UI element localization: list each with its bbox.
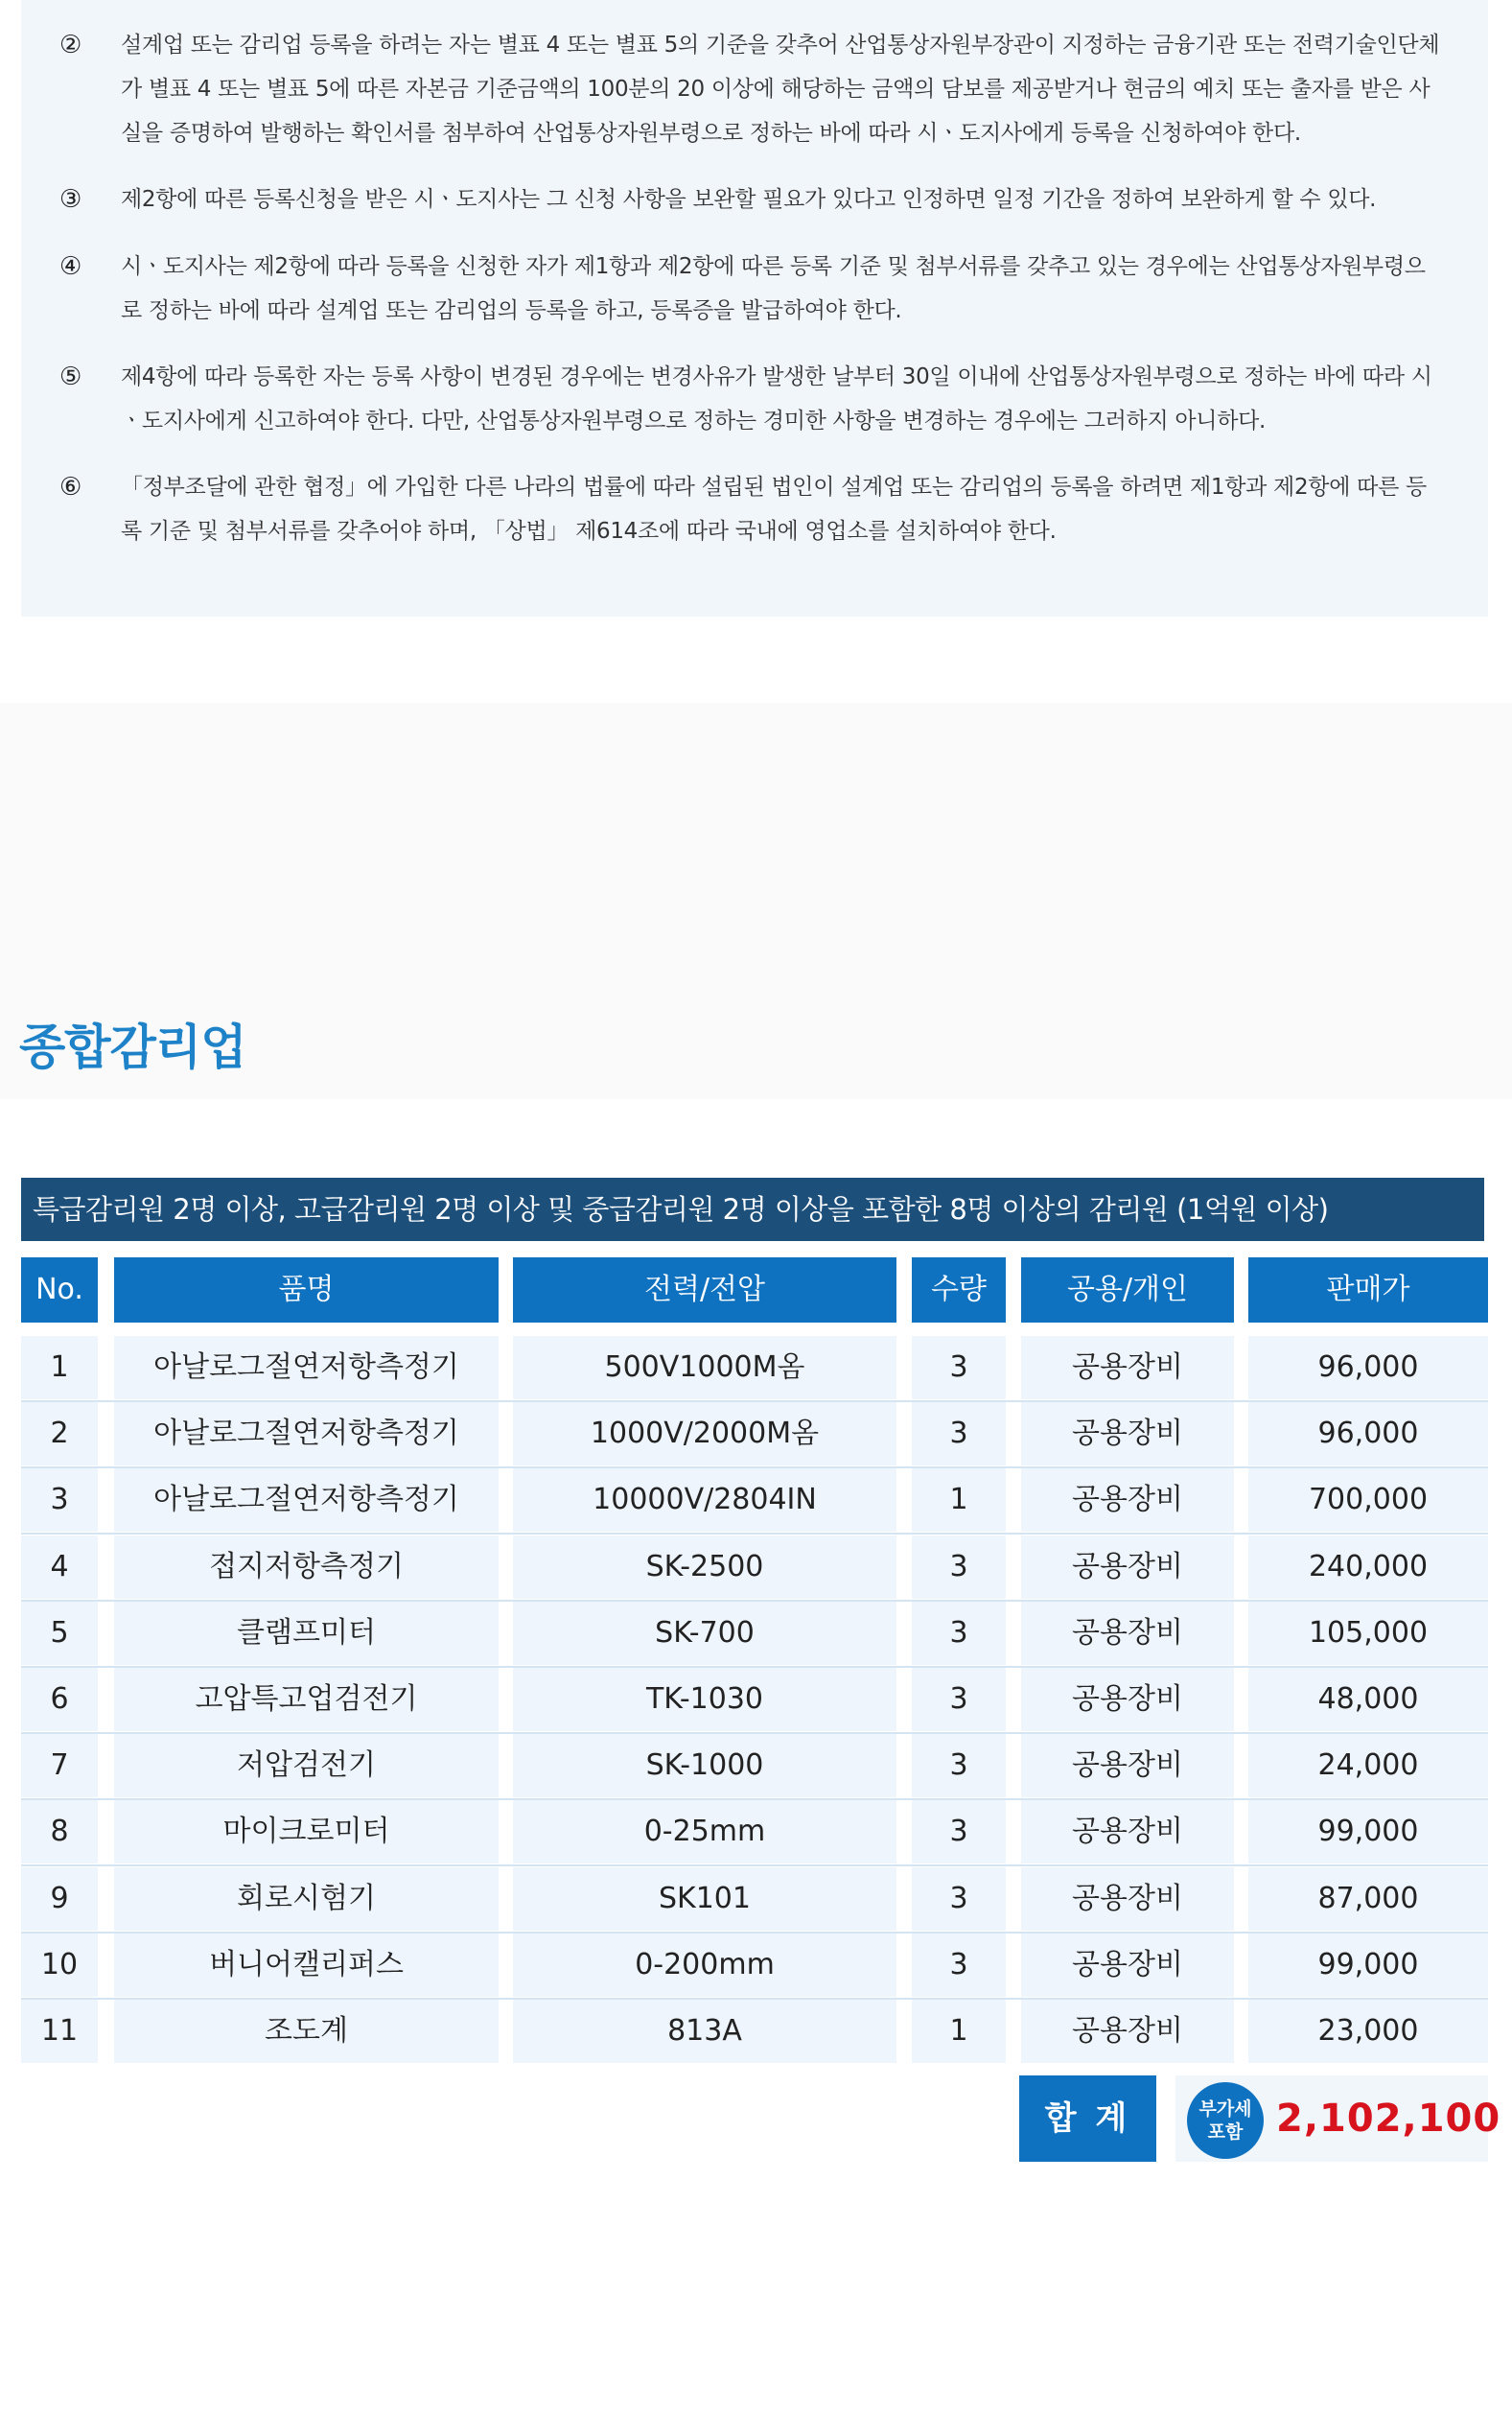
cell-price: 96,000 — [1248, 1402, 1488, 1465]
cell-price: 23,000 — [1248, 2000, 1488, 2063]
law-paragraph-6 — [59, 465, 1444, 553]
cell-item-name: 아날로그절연저항측정기 — [114, 1468, 499, 1532]
cell-shared-personal: 공용장비 — [1021, 1468, 1234, 1532]
paragraph-number: ③ — [59, 185, 82, 214]
cell-price: 96,000 — [1248, 1336, 1488, 1399]
cell-quantity: 3 — [912, 1668, 1006, 1731]
law-paragraph-2 — [59, 23, 1444, 155]
cell-item-name: 조도계 — [114, 2000, 499, 2063]
cell-power-voltage: 813A — [513, 2000, 896, 2063]
cell-price: 99,000 — [1248, 1800, 1488, 1863]
cell-item-name: 접지저항측정기 — [114, 1535, 499, 1599]
cell-power-voltage: 1000V/2000M옴 — [513, 1402, 896, 1465]
row-divider — [21, 1864, 1488, 1866]
paragraph-number: ⑥ — [59, 473, 82, 502]
cell-price: 99,000 — [1248, 1934, 1488, 1997]
paragraph-number: ⑤ — [59, 363, 82, 391]
paragraph-text: 시ㆍ도지사는 제2항에 따라 등록을 신청한 자가 제1항과 제2항에 따른 등록 기준 및 첨부서류를 갖추고 있는 경우에는 산업통상자원부령으로 정하는 바에 따라 설계업 또는 감리업의 등록을 하고, 등록증을 발급하여야 한다. — [121, 254, 1426, 323]
cell-price: 24,000 — [1248, 1734, 1488, 1797]
cell-power-voltage: 0-25mm — [513, 1800, 896, 1863]
cell-item-name: 버니어캘리퍼스 — [114, 1934, 499, 1997]
cell-shared-personal: 공용장비 — [1021, 2000, 1234, 2063]
cell-no: 1 — [21, 1336, 98, 1399]
cell-shared-personal: 공용장비 — [1021, 1668, 1234, 1731]
cell-quantity: 3 — [912, 1336, 1006, 1399]
cell-shared-personal: 공용장비 — [1021, 1602, 1234, 1665]
cell-no: 4 — [21, 1535, 98, 1599]
cell-item-name: 저압검전기 — [114, 1734, 499, 1797]
cell-no: 6 — [21, 1668, 98, 1731]
paragraph-text: 「정부조달에 관한 협정」에 가입한 다른 나라의 법률에 따라 설립된 법인이 설계업 또는 감리업의 등록을 하려면 제1항과 제2항에 따른 등록 기준 및 첨부서류를 갖추어야 하며, 「상법」 제614조에 따라 국내에 영업소를 설치하여야 한다. — [121, 475, 1427, 544]
cell-price: 87,000 — [1248, 1867, 1488, 1931]
cell-quantity: 1 — [912, 2000, 1006, 2063]
cell-quantity: 3 — [912, 1734, 1006, 1797]
cell-quantity: 1 — [912, 1468, 1006, 1532]
cell-quantity: 3 — [912, 1535, 1006, 1599]
cell-quantity: 3 — [912, 1602, 1006, 1665]
cell-power-voltage: SK101 — [513, 1867, 896, 1931]
cell-item-name: 회로시험기 — [114, 1867, 499, 1931]
paragraph-text: 제2항에 따른 등록신청을 받은 시ㆍ도지사는 그 신청 사항을 보완할 필요가 있다고 인정하면 일정 기간을 정하여 보완하게 할 수 있다. — [121, 187, 1377, 212]
vat-included-badge — [1187, 2082, 1264, 2159]
table-banner: 특급감리원 2명 이상, 고급감리원 2명 이상 및 중급감리원 2명 이상을 포함한 8명 이상의 감리원 (1억원 이상) — [21, 1178, 1484, 1241]
cell-shared-personal: 공용장비 — [1021, 1867, 1234, 1931]
total-label: 합 계 — [1019, 2075, 1156, 2162]
header-no: No. — [21, 1257, 98, 1323]
cell-no: 11 — [21, 2000, 98, 2063]
cell-power-voltage: 500V1000M옴 — [513, 1336, 896, 1399]
law-text-box — [21, 0, 1488, 617]
total-amount: 2,102,100 — [1276, 2097, 1501, 2141]
cell-shared-personal: 공용장비 — [1021, 1934, 1234, 1997]
cell-price: 700,000 — [1248, 1468, 1488, 1532]
cell-item-name: 클램프미터 — [114, 1602, 499, 1665]
cell-shared-personal: 공용장비 — [1021, 1402, 1234, 1465]
cell-item-name: 고압특고업검전기 — [114, 1668, 499, 1731]
total-box — [1175, 2075, 1501, 2162]
cell-no: 7 — [21, 1734, 98, 1797]
cell-item-name: 아날로그절연저항측정기 — [114, 1402, 499, 1465]
cell-price: 105,000 — [1248, 1602, 1488, 1665]
header-item-name: 품명 — [114, 1257, 499, 1323]
cell-shared-personal: 공용장비 — [1021, 1800, 1234, 1863]
header-power-voltage: 전력/전압 — [513, 1257, 896, 1323]
cell-shared-personal: 공용장비 — [1021, 1336, 1234, 1399]
cell-power-voltage: SK-1000 — [513, 1734, 896, 1797]
vat-line2: 포함 — [1207, 2121, 1244, 2143]
paragraph-number: ② — [59, 31, 82, 59]
cell-item-name: 아날로그절연저항측정기 — [114, 1336, 499, 1399]
law-paragraph-5 — [59, 355, 1444, 443]
cell-quantity: 3 — [912, 1934, 1006, 1997]
cell-price: 240,000 — [1248, 1535, 1488, 1599]
law-paragraph-4 — [59, 245, 1444, 333]
cell-no: 2 — [21, 1402, 98, 1465]
vat-line1: 부가세 — [1198, 2098, 1252, 2120]
paragraph-text: 설계업 또는 감리업 등록을 하려는 자는 별표 4 또는 별표 5의 기준을 갖추어 산업통상자원부장관이 지정하는 금융기관 또는 전력기술인단체가 별표 4 또는 별표 5에 따른 자본금 기준금액의 100분의 20 이상에 해당하는 금액의 담보를 제공받거나 현금의 예치 또는 출자를 받은 사실을 증명하여 발행하는 확인서를 첨부하여 산업통상자원부령으로 정하는 바에 따라 시ㆍ도지사에게 등록을 신청하여야 한다. — [121, 33, 1440, 146]
cell-shared-personal: 공용장비 — [1021, 1734, 1234, 1797]
paragraph-text: 제4항에 따라 등록한 자는 등록 사항이 변경된 경우에는 변경사유가 발생한 날부터 30일 이내에 산업통상자원부령으로 정하는 바에 따라 시ㆍ도지사에게 신고하여야 한다. 다만, 산업통상자원부령으로 정하는 경미한 사항을 변경하는 경우에는 그러하지 아니하다. — [121, 364, 1432, 434]
cell-quantity: 3 — [912, 1867, 1006, 1931]
cell-item-name: 마이크로미터 — [114, 1800, 499, 1863]
row-divider — [21, 1533, 1488, 1535]
section-title: 종합감리업 — [19, 1020, 246, 1075]
cell-quantity: 3 — [912, 1800, 1006, 1863]
header-quantity: 수량 — [912, 1257, 1006, 1323]
cell-no: 5 — [21, 1602, 98, 1665]
cell-shared-personal: 공용장비 — [1021, 1535, 1234, 1599]
header-price: 판매가 — [1248, 1257, 1488, 1323]
cell-quantity: 3 — [912, 1402, 1006, 1465]
cell-power-voltage: SK-700 — [513, 1602, 896, 1665]
paragraph-number: ④ — [59, 252, 82, 281]
cell-no: 8 — [21, 1800, 98, 1863]
cell-no: 3 — [21, 1468, 98, 1532]
cell-power-voltage: SK-2500 — [513, 1535, 896, 1599]
cell-no: 10 — [21, 1934, 98, 1997]
cell-power-voltage: TK-1030 — [513, 1668, 896, 1731]
cell-power-voltage: 10000V/2804IN — [513, 1468, 896, 1532]
law-paragraph-3 — [59, 177, 1444, 222]
cell-power-voltage: 0-200mm — [513, 1934, 896, 1997]
cell-no: 9 — [21, 1867, 98, 1931]
header-shared-personal: 공용/개인 — [1021, 1257, 1234, 1323]
cell-price: 48,000 — [1248, 1668, 1488, 1731]
